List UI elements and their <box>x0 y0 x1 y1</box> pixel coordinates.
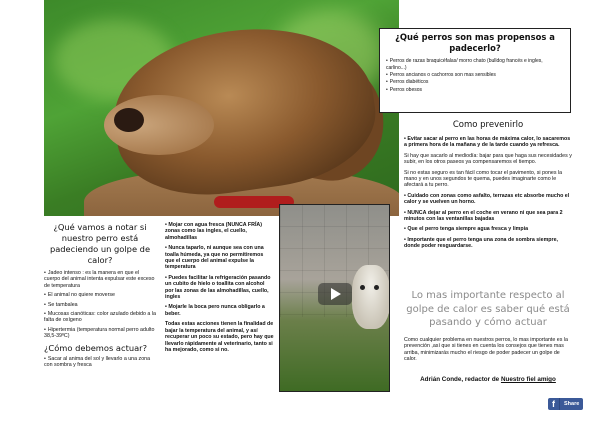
prone-dogs-title: ¿Qué perros son mas propensos a padecerlo? <box>395 32 555 54</box>
hero-dog-photo <box>44 0 399 216</box>
video-player[interactable] <box>279 204 390 392</box>
prevention-paragraph: • Evitar sacar al perro en las horas de máxima calor, lo sacaremos a primera hora de la mañana y de la tarde cuando ya refresca. <box>404 136 571 149</box>
action-paragraph: • Puedes facilitar la refrigeración pasando un cubito de hielo o toallita con alcohol por las zonas de las almohadillas, cuello, ingles <box>165 274 271 301</box>
pull-quote: Lo mas importante respecto al golpe de calor es saber qué está pasando y cómo actuar <box>406 290 570 328</box>
list-item: • Perros obesos <box>386 87 564 94</box>
list-item: • Hipertermia (temperatura normal perro adulto 38,5-39ºC) <box>44 327 156 340</box>
act-list <box>44 356 156 369</box>
prone-dogs-box <box>379 28 571 113</box>
author-prefix: Adrián Conde, redactor de <box>420 376 500 383</box>
action-paragraph: • Nunca taparlo, ni aunque sea con una toalla húmeda, ya que no permitiremos que el cuerpo del animal expulse la temperatura <box>165 245 264 271</box>
facebook-share-button[interactable] <box>548 398 583 410</box>
list-item: • Perros diabéticos <box>386 79 564 86</box>
puppy-thumbnail <box>352 265 390 329</box>
act-title: ¿Cómo debemos actuar? <box>44 342 147 353</box>
action-paragraph: • Mojarle la boca pero nunca obligarlo a beber. <box>165 304 265 317</box>
prevention-title: Como prevenirlo <box>452 120 524 130</box>
list-item: • Sacar al anima del sol y llevarlo a una zona con sombra y fresca <box>44 356 156 369</box>
prevention-paragraph: Si hay que sacarlo al mediodía: bajar para que haga sus necesidades y subir, en los otros paseos ya compensaremos el tiempo. <box>404 152 572 166</box>
symptoms-section <box>44 222 156 371</box>
list-item: • Perros ancianos o cachorros son mas sensibles <box>386 72 564 79</box>
list-item: • Mucosas cianóticas: color azulado debido a la falta de oxígeno <box>44 311 156 324</box>
facebook-icon: f <box>548 398 560 410</box>
actions-section <box>165 222 274 357</box>
prevention-paragraph: • Importante que el perro tenga una zona de sombra siempre, donde poder resguardarse. <box>404 236 559 250</box>
action-paragraph: Todas estas acciones tienen la finalidad de bajar la temperatura del animal, y así recuperar un poco su estado, pero hay que llevarlo rápidamente al veterinario, tanto si ha mejorado, como si no. <box>165 321 274 353</box>
list-item: • Perros de razas braquicéfalas/ morro chato (bulldog francés e ingles, carlino...) <box>386 58 564 72</box>
prevention-paragraph: • Que el perro tenga siempre agua fresca y limpia <box>404 226 529 233</box>
author-line <box>404 376 572 383</box>
prevention-paragraph: • NUNCA dejar al perro en el coche en verano ni que sea para 2 minutos con las ventanillas bajadas <box>404 209 563 223</box>
author-link[interactable]: Nuestro fiel amigo <box>500 376 556 383</box>
prevention-paragraph: • Cuidado con zonas como asfalto, terrazas etc absorbe mucho el calor y se vuelven un horno. <box>404 192 570 206</box>
prevention-section <box>404 120 572 254</box>
share-label: Share <box>564 401 580 407</box>
play-icon[interactable] <box>318 283 352 305</box>
list-item: • El animal no quiere moverse <box>44 292 156 298</box>
closing-paragraph: Como cualquier problema en nuestros perros, lo mas importante es la prevención ,así que si tienes en cuenta los consejos que tienes mas arriba, minimizarás mucho el riesgo de poder padecer un golpe de calor. <box>404 337 568 363</box>
prevention-paragraph: Si no estas seguro es tan fácil como tocar el pavimento, si pones la mano y en unos segundos te quema, puedes imaginarte como le afectará a tu perro. <box>404 169 563 189</box>
symptoms-list <box>44 270 156 340</box>
list-item: • Jadeo intenso : es la manera en que el cuerpo del animal intenta expulsar este exceso de temperatura <box>44 270 156 289</box>
prone-dogs-list <box>386 58 564 94</box>
list-item: • Se tambalea <box>44 302 156 308</box>
action-paragraph: • Mojar con agua fresca (NUNCA FRÍA) zonas como las ingles, el cuello, almohadillas <box>165 222 263 241</box>
symptoms-title: ¿Qué vamos a notar si nuestro perro está padeciendo un golpe de calor? <box>49 222 151 265</box>
